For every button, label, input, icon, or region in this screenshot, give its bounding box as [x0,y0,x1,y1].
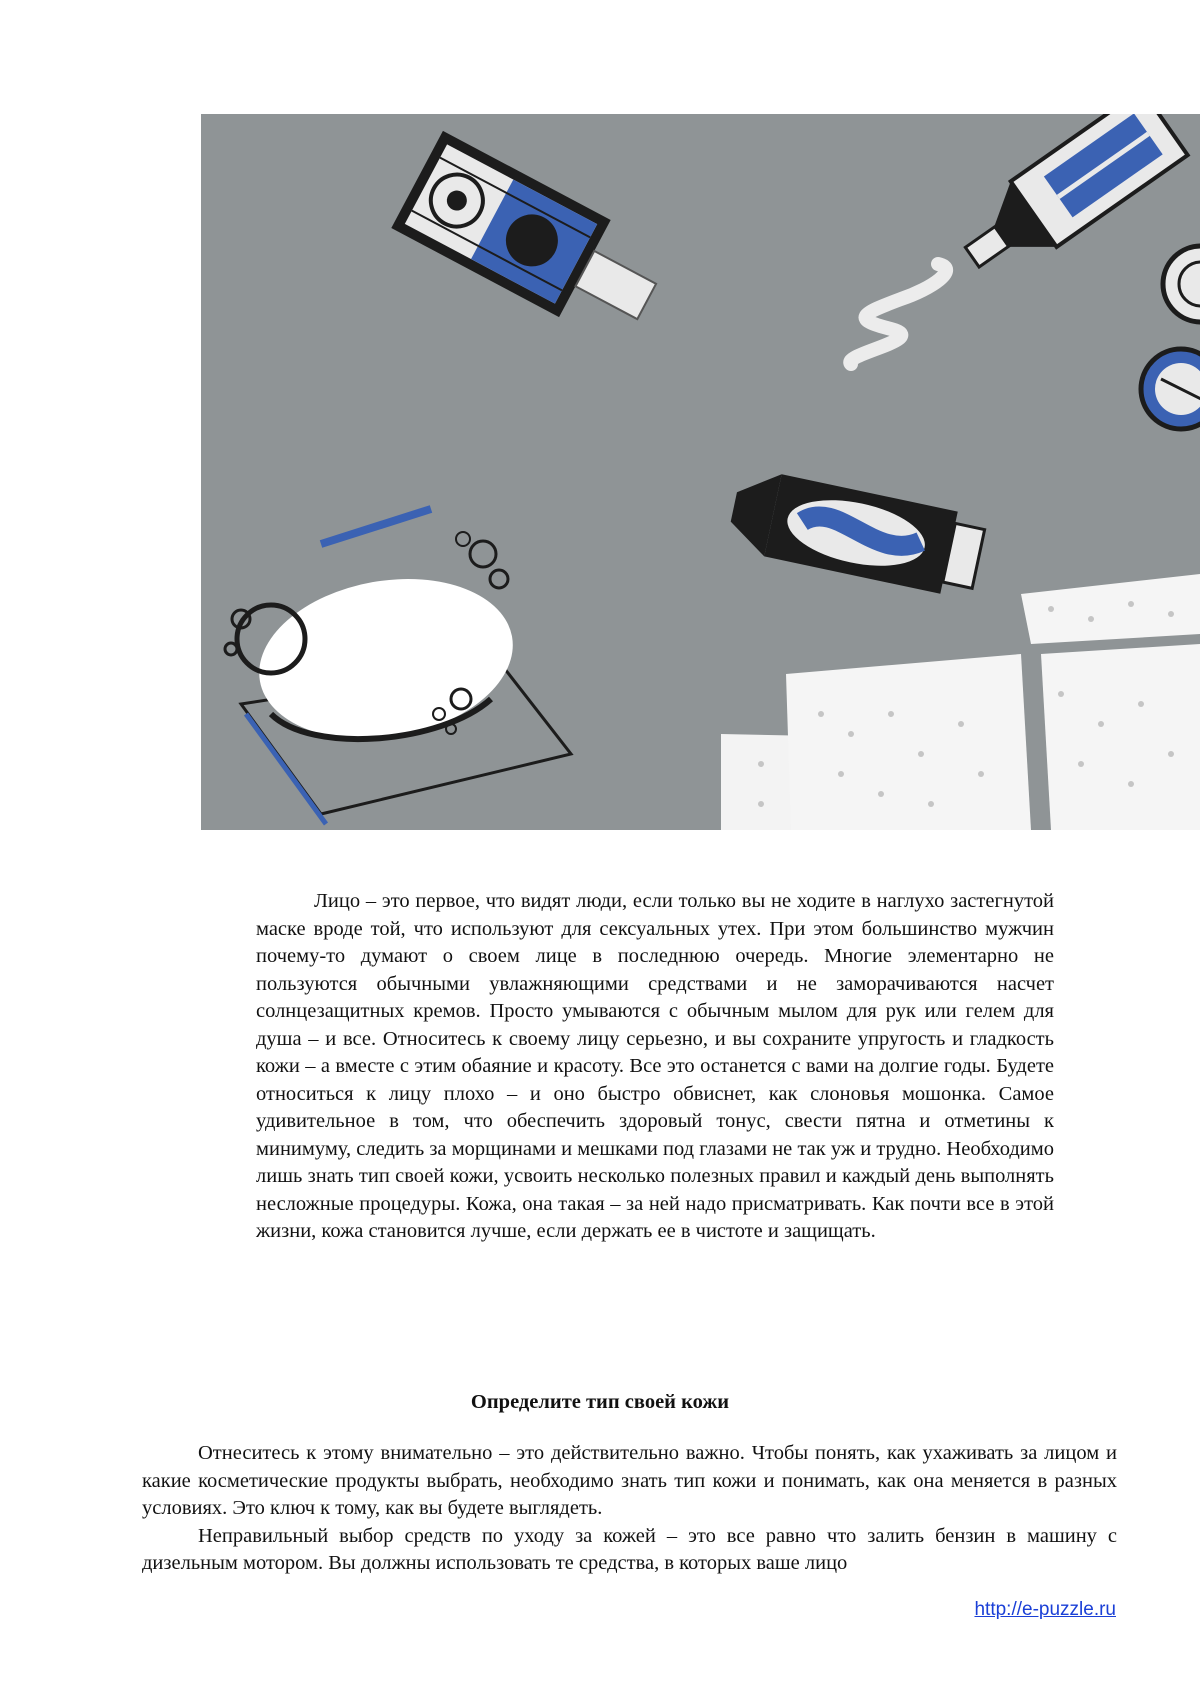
body-paragraph: Неправильный выбор средств по уходу за кожей – это все равно что залить бензин в машину с дизельным мотором. Вы должны использовать те средства, в которых ваше лицо [142,1524,1117,1574]
grooming-products-illustration [201,114,1200,830]
intro-section [256,888,1054,1246]
intro-paragraph: Лицо – это первое, что видят люди, если только вы не ходите в наглухо застегнутой маске вроде той, что используют для сексуальных утех. При этом большинство мужчин почему-то думают о своем лице в последнюю очередь. Многие элементарно не пользуются обычными увлажняющими средствами и не заморачиваются насчет солнцезащитных кремов. Просто умываются с обычным мылом для рук или гелем для душа – и все. Относитесь к своему лицу серьезно, и вы сохраните упругость и гладкость кожи – а вместе с этим обаяние и красоту. Все это останется с вами на долгие годы. Будете относиться к лицу плохо – и оно быстро обвиснет, как слоновья мошонка. Самое удивительное в том, что обеспечить здоровый тонус, свести пятна и отметины к минимуму, следить за морщинами и мешками под глазами не так уж и трудно. Необходимо лишь знать тип своей кожи, усвоить несколько полезных правил и каждый день выполнять несложные процедуры. Кожа, она такая – за ней надо присматривать. Как почти все в этой жизни, кожа становится лучше, если держать ее в чистоте и защищать. [256,890,1054,1242]
footer-site-link[interactable]: http://e-puzzle.ru [974,1599,1116,1620]
section-body [142,1440,1117,1578]
section-heading: Определите тип своей кожи [470,1391,730,1413]
body-paragraph: Отнеситесь к этому внимательно – это действительно важно. Чтобы понять, как ухаживать за лицом и какие косметические продукты выбрать, необходимо знать тип кожи и понимать, как она меняется в разных условиях. Это ключ к тому, как вы будете выглядеть. [142,1442,1117,1519]
